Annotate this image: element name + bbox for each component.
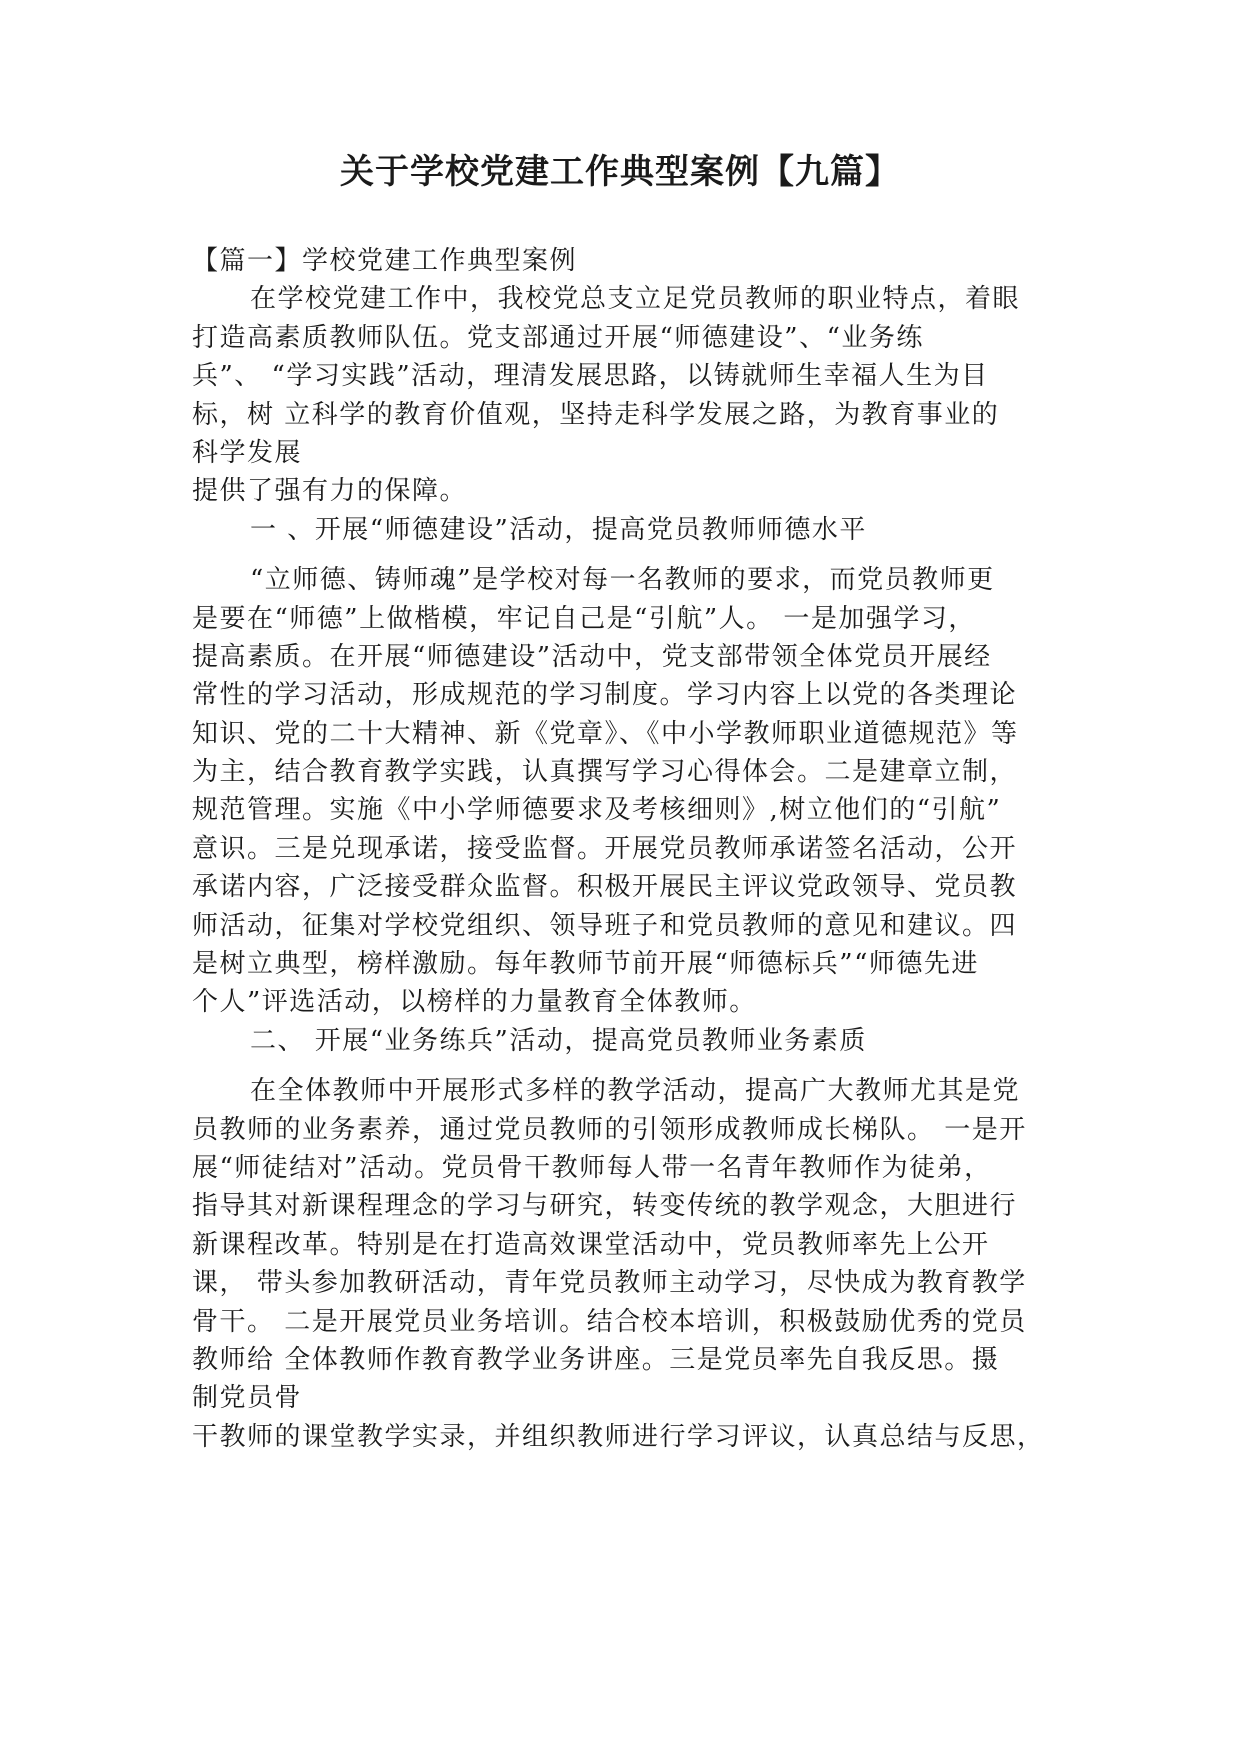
paragraph-line: 兵”、 “学习实践”活动，理清发展思路，以铸就师生幸福人生为目: [192, 361, 989, 392]
spacer: [192, 1060, 1062, 1072]
subsection-heading: 一 、开展“师德建设”活动，提高党员教师师德水平: [250, 514, 867, 545]
paragraph-line: 规范管理。实施《中小学师德要求及考核细则》,树立他们的“引航”: [192, 795, 1002, 826]
paragraph-line: 指导其对新课程理念的学习与研究，转变传统的教学观念，大胆进行: [192, 1191, 1018, 1222]
paragraph-line: 打造高素质教师队伍。党支部通过开展“师德建设”、“业务练: [192, 322, 924, 353]
paragraph-line: 为主，结合教育教学实践，认真撰写学习心得体会。二是建章立制，: [192, 757, 1018, 788]
document-title: 关于学校党建工作典型案例【九篇】: [340, 152, 900, 192]
paragraph-line: 是要在“师德”上做楷模，牢记自己是“引航”人。 一是加强学习，: [192, 603, 976, 634]
paragraph-line: 展“师徒结对”活动。党员骨干教师每人带一名青年教师作为徒弟，: [192, 1152, 992, 1183]
paragraph-line: 干教师的课堂教学实录，并组织教师进行学习评议，认真总结与反思，: [192, 1421, 1045, 1452]
paragraph-line: 员教师的业务素养，通过党员教师的引领形成教师成长梯队。 一是开: [192, 1114, 1027, 1145]
paragraph-line: 标，树 立科学的教育价值观，坚持走科学发展之路，为教育事业的: [192, 399, 1000, 430]
paragraph-line: 骨干。 二是开展党员业务培训。结合校本培训，积极鼓励优秀的党员: [192, 1306, 1027, 1337]
paragraph-line: 新课程改革。特别是在打造高效课堂活动中，党员教师率先上公开: [192, 1229, 990, 1260]
paragraph-line: 常性的学习活动，形成规范的学习制度。学习内容上以党的各类理论: [192, 680, 1018, 711]
paragraph-line: 在全体教师中开展形式多样的教学活动，提高广大教师尤其是党: [250, 1076, 1021, 1107]
section-heading: 【篇一】学校党建工作典型案例: [192, 246, 578, 276]
paragraph-line: 科学发展: [192, 437, 303, 468]
paragraph-line: 提供了强有力的保障。: [192, 476, 468, 507]
paragraph-line: 在学校党建工作中，我校党总支立足党员教师的职业特点，着眼: [250, 284, 1021, 315]
paragraph-line: 师活动，征集对学校党组织、领导班子和党员教师的意见和建议。四: [192, 910, 1018, 941]
paragraph-line: 制党员骨: [192, 1383, 303, 1414]
paragraph-line: 教师给 全体教师作教育教学业务讲座。三是党员率先自我反思。摄: [192, 1344, 1000, 1375]
subsection-heading: 二、 开展“业务练兵”活动，提高党员教师业务素质: [250, 1025, 867, 1056]
paragraph-line: 知识、党的二十大精神、新《党章》、《中小学教师职业道德规范》等: [192, 718, 1019, 749]
paragraph-line: 个人”评选活动，以榜样的力量教育全体教师。: [192, 987, 757, 1018]
paragraph-line: 课， 带头参加教研活动，青年党员教师主动学习，尽快成为教育教学: [192, 1268, 1027, 1299]
paragraph-line: 意识。三是兑现承诺，接受监督。开展党员教师承诺签名活动，公开: [192, 833, 1018, 864]
spacer: [192, 549, 1062, 561]
paragraph-line: “立师德、铸师魂”是学校对每一名教师的要求，而党员教师更: [250, 565, 995, 596]
document-body: [192, 242, 1062, 1456]
paragraph-line: 是树立典型，榜样激励。每年教师节前开展“师德标兵”“师德先进: [192, 949, 979, 980]
paragraph-line: 承诺内容，广泛接受群众监督。积极开展民主评议党政领导、党员教: [192, 872, 1018, 903]
paragraph-line: 提高素质。在开展“师德建设”活动中，党支部带领全体党员开展经: [192, 641, 992, 672]
